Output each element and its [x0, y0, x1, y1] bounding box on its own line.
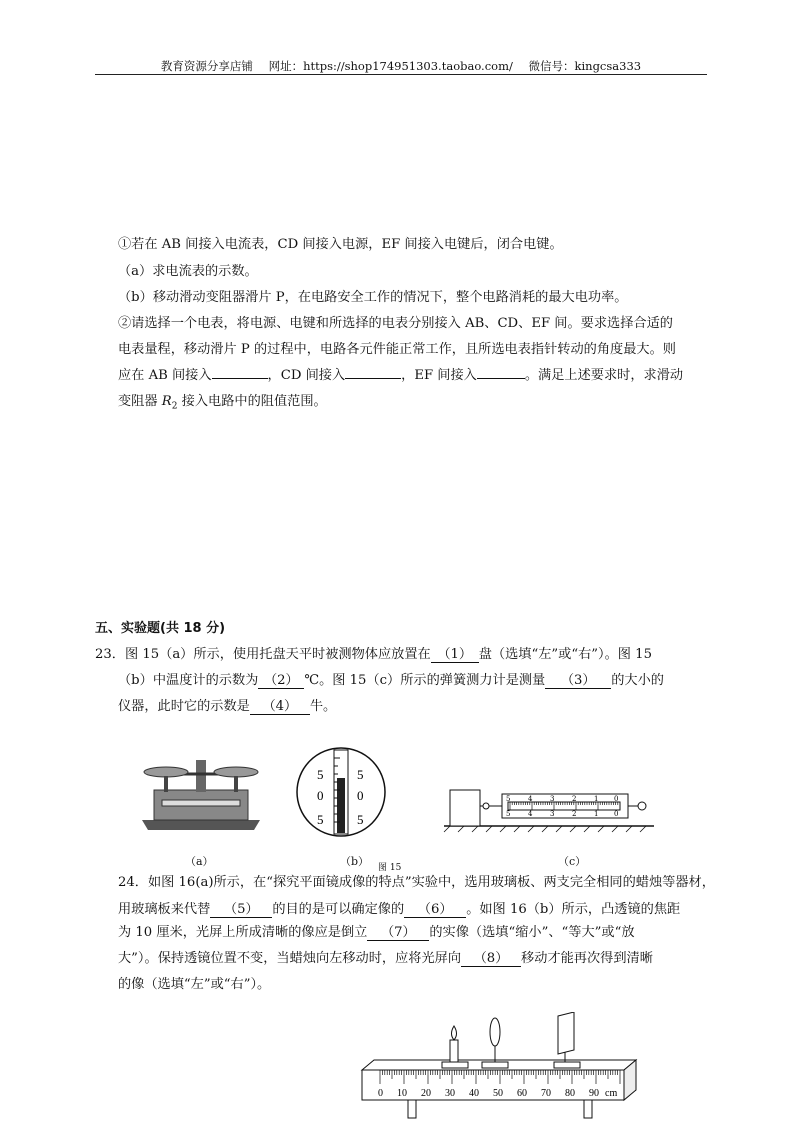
blank-6: （6） [404, 903, 466, 918]
tick-label: 80 [565, 1088, 575, 1099]
balance-beam-scale [162, 800, 240, 806]
header-shop: 教育资源分享店铺 [160, 59, 253, 73]
section-title: 五、实验题(共 18 分) [95, 621, 226, 636]
page-header [95, 58, 707, 74]
blank-1: （1） [431, 648, 479, 663]
thermometer-liquid [337, 778, 345, 833]
blank-4: （4） [250, 700, 310, 715]
spring-scale-figure [440, 760, 660, 834]
scale-num: 1 [594, 810, 599, 818]
text-run: 的大小的 [611, 673, 664, 688]
text-run: 移动才能再次得到清晰 [521, 951, 653, 966]
thermometer-figure [295, 746, 387, 838]
blank-5: （5） [210, 903, 272, 918]
text-run: 为 10 厘米，光屏上所成清晰的像应是倒立 [118, 925, 368, 940]
candle-flame [452, 1026, 457, 1040]
blank-2: （2） [258, 674, 304, 689]
q23-line3 [118, 695, 336, 715]
text-run: 大”）。保持透镜位置不变，当蜡烛向左移动时，应将光屏向 [118, 951, 462, 966]
q23-line1 [95, 643, 652, 663]
header-wechat: 微信号：kingcsa333 [528, 59, 642, 73]
q24-line2 [118, 898, 680, 918]
text-run: 变阻器 [118, 394, 162, 409]
thermo-label: 0 [357, 788, 364, 803]
scale-num: 4 [528, 795, 533, 803]
scale-num: 5 [506, 810, 511, 818]
text-run: ，CD 间接入 [267, 368, 346, 383]
text-run: 。如图 16（b）所示，凸透镜的焦距 [466, 902, 681, 917]
text-line [118, 364, 683, 383]
text-run: 接入电路中的阻值范围。 [177, 394, 327, 409]
text-run: 应在 AB 间接入 [118, 368, 212, 383]
tick-label: 30 [445, 1088, 455, 1099]
balance-figure [136, 746, 266, 832]
tick-label: 70 [541, 1088, 551, 1099]
thermo-label: 5 [357, 767, 364, 782]
balance-pan-right [214, 767, 258, 777]
hook [483, 803, 489, 809]
tick-label: 90 [589, 1088, 599, 1099]
scale-slot [508, 802, 620, 810]
tick-label: 0 [378, 1088, 383, 1099]
header-url: 网址：https://shop174951303.taobao.com/ [268, 59, 513, 73]
text-line [118, 390, 327, 412]
tick-label: 40 [469, 1088, 479, 1099]
balance-pan-left [144, 767, 188, 777]
tick-label: 10 [397, 1088, 407, 1099]
text-run: 23．图 15（a）所示，使用托盘天平时被测物体应放置在 [95, 647, 431, 662]
blank-7: （7） [367, 926, 429, 941]
thermo-label: 5 [317, 767, 324, 782]
balance-base [142, 820, 260, 830]
block [450, 790, 480, 826]
blank-8: （8） [461, 952, 521, 967]
candle-holder [442, 1062, 468, 1068]
thermo-label: 0 [317, 788, 324, 803]
thermo-label: 5 [357, 812, 364, 827]
q24-line3 [118, 921, 635, 941]
optical-bench-figure [360, 1012, 640, 1132]
text-line: （b）移动滑动变阻器滑片 P，在电路安全工作的情况下，整个电路消耗的最大电功率。 [118, 290, 628, 305]
header-rule [95, 74, 707, 75]
figure-label: 图 15 [378, 863, 402, 873]
var-sub: 2 [171, 401, 178, 412]
answer-blank [212, 378, 268, 379]
text-run: 仪器，此时它的示数是 [118, 699, 250, 714]
answer-blank [345, 378, 401, 379]
caption-b: （b） [340, 855, 370, 868]
answer-blank [477, 378, 525, 379]
screen-holder [554, 1062, 580, 1068]
ground-hatch [444, 826, 646, 832]
lens-holder [482, 1062, 508, 1068]
text-run: （b）中温度计的示数为 [118, 673, 259, 688]
text-run: 牛。 [309, 699, 337, 714]
scale-num: 3 [550, 795, 555, 803]
convex-lens [490, 1018, 500, 1046]
text-line: 电表量程，移动滑片 P 的过程中，电路各元件能正常工作，且所选电表指针转动的角度最大。则 [118, 342, 676, 357]
text-run: 的实像（选填“缩小”、“等大”或“放 [429, 925, 635, 940]
light-screen [558, 1012, 574, 1054]
scale-num: 1 [594, 795, 599, 803]
q24-line1: 24．如图 16(a)所示，在“探究平面镜成像的特点”实验中，选用玻璃板、两支完全相同的蜡烛等器材， [118, 875, 715, 890]
bench-leg [408, 1100, 416, 1118]
bench-leg [584, 1100, 592, 1118]
tick-label: 50 [493, 1088, 503, 1099]
text-run: ℃。图 15（c）所示的弹簧测力计是测量 [304, 673, 546, 688]
scale-num: 2 [572, 795, 577, 803]
blank-3: （3） [545, 674, 611, 689]
scale-num: 5 [506, 795, 511, 803]
candle [450, 1040, 458, 1062]
q24-line4 [118, 947, 653, 967]
text-line: （a）求电流表的示数。 [118, 264, 258, 279]
balance-pan-stem [234, 776, 238, 792]
text-run: 盘（选填“左”或“右”）。图 15 [478, 647, 652, 662]
tick-label: 60 [517, 1088, 527, 1099]
text-line: ①若在 AB 间接入电流表，CD 间接入电源，EF 间接入电键后，闭合电键。 [118, 237, 563, 252]
scale-num: 0 [614, 810, 619, 818]
thermo-label: 5 [317, 812, 324, 827]
q24-line5: 的像（选填“左”或“右”）。 [118, 977, 271, 992]
scale-num: 2 [572, 810, 577, 818]
text-run: 的目的是可以确定像的 [272, 902, 405, 917]
tick-label: 20 [421, 1088, 431, 1099]
text-run: ，EF 间接入 [401, 368, 477, 383]
balance-pan-stem [164, 776, 168, 792]
scale-num: 3 [550, 810, 555, 818]
q23-line2 [118, 669, 664, 689]
scale-num: 0 [614, 795, 619, 803]
scale-ring [638, 802, 646, 810]
caption-c: （c） [558, 855, 587, 868]
balance-pillar [196, 760, 206, 792]
scale-num: 4 [528, 810, 533, 818]
caption-a: （a） [185, 855, 214, 868]
text-line: ②请选择一个电表，将电源、电键和所选择的电表分别接入 AB、CD、EF 间。要求选择合适的 [118, 316, 673, 331]
text-run: 用玻璃板来代替 [118, 902, 211, 917]
text-run: 。满足上述要求时，求滑动 [524, 368, 684, 383]
tick-label: cm [605, 1088, 618, 1099]
var-r: R [161, 394, 172, 409]
